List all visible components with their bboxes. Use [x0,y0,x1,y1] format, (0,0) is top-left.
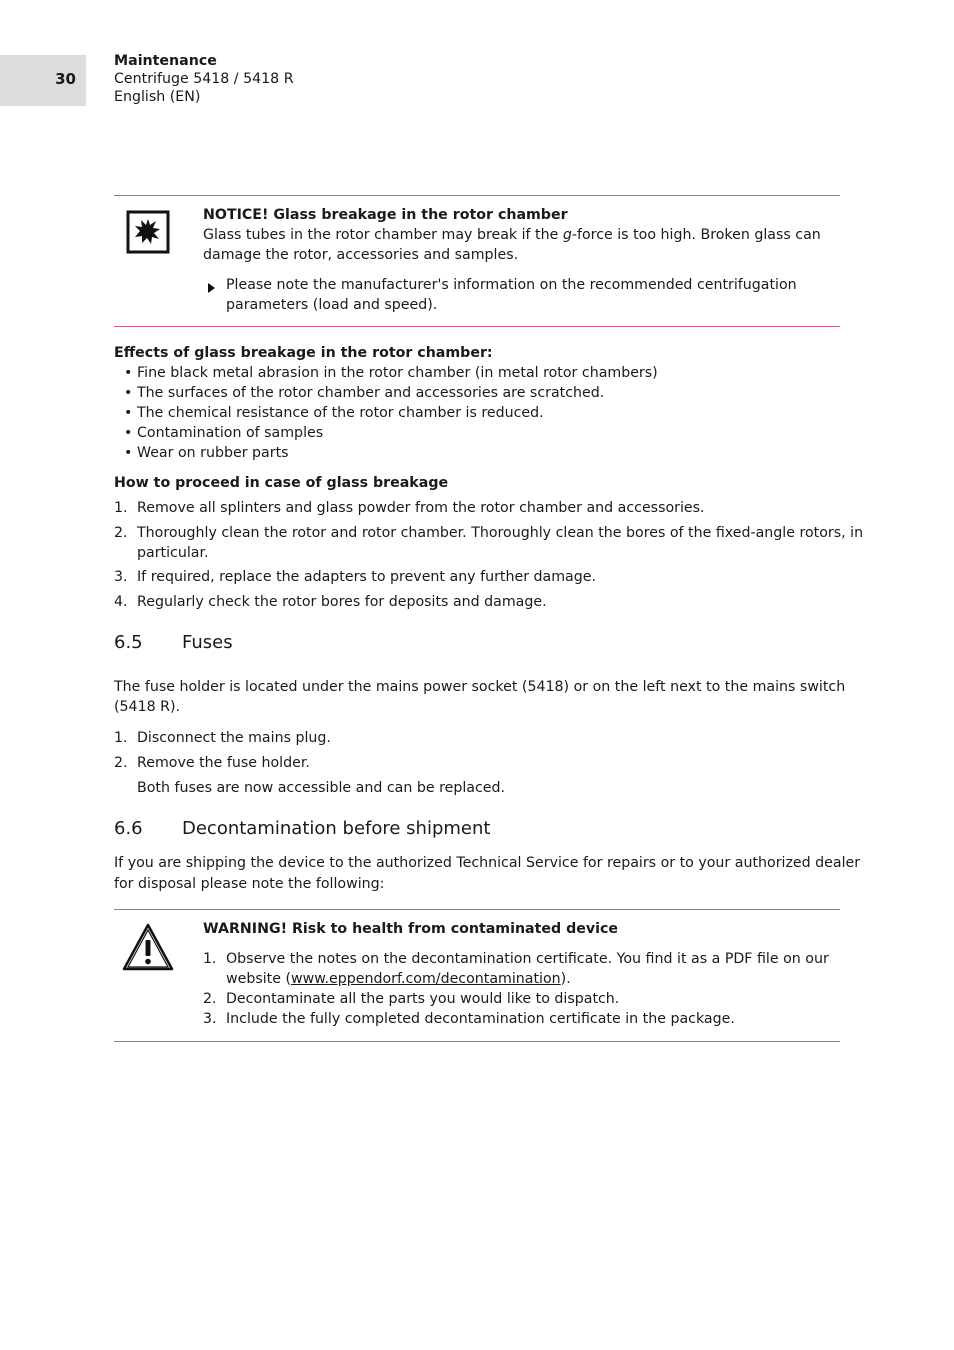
warning-bottom-rule [114,1041,840,1042]
step-text: Regularly check the rotor bores for deposits and damage. [137,594,547,610]
triangle-right-icon [208,279,215,299]
notice-body-line1: Glass tubes in the rotor chamber may break if the g-force is too high. Broken glass can [203,227,821,243]
step-text: If required, replace the adapters to prevent any further damage. [137,569,596,585]
step-text-continued: particular. [137,545,209,561]
bullet-icon: • [124,445,133,461]
step-number: 3. [114,569,128,585]
list-item: Fine black metal abrasion in the rotor chamber (in metal rotor chambers) [137,365,658,381]
step-number: 1. [114,730,128,746]
page-number-tab [0,55,86,106]
step-text: Include the fully completed decontamination certificate in the package. [226,1011,735,1027]
notice-bottom-rule [114,326,840,327]
decontamination-link[interactable]: www.eppendorf.com/decontamination [291,971,561,987]
bullet-icon: • [124,405,133,421]
step-text: Disconnect the mains plug. [137,730,331,746]
step-text-continued: website (www.eppendorf.com/decontamination). [226,971,571,987]
step-text: Observe the notes on the decontamination certificate. You find it as a PDF file on our [226,951,829,967]
notice-title: NOTICE! Glass breakage in the rotor chamber [203,207,568,223]
bullet-icon: • [124,385,133,401]
notice-action-line2: parameters (load and speed). [226,297,438,313]
step-number: 2. [114,525,128,541]
step-number: 2. [114,755,128,771]
list-item: Wear on rubber parts [137,445,289,461]
bullet-icon: • [124,365,133,381]
decon-intro-line1: If you are shipping the device to the authorized Technical Service for repairs or to your authorized dealer [114,855,861,871]
header-language: English (EN) [114,89,201,105]
step-number: 1. [203,951,217,967]
fuses-intro-line2: (5418 R). [114,699,181,715]
glass-breakage-icon [126,210,170,254]
section-number-fuses: 6.5 [114,632,143,653]
effects-heading: Effects of glass breakage in the rotor chamber: [114,345,493,361]
procedure-heading: How to proceed in case of glass breakage [114,475,449,491]
step-number: 4. [114,594,128,610]
step-text: Decontaminate all the parts you would like to dispatch. [226,991,620,1007]
fuses-intro-line1: The fuse holder is located under the mains power socket (5418) or on the left next to the mains switch [114,679,846,695]
bullet-icon: • [124,425,133,441]
list-item: Contamination of samples [137,425,324,441]
step-number: 3. [203,1011,217,1027]
step-text: Thoroughly clean the rotor and rotor chamber. Thoroughly clean the bores of the fixed-angle rotors, in [137,525,864,541]
decon-intro-line2: for disposal please note the following: [114,876,385,892]
notice-action-line1: Please note the manufacturer's information on the recommended centrifugation [226,277,797,293]
step-text: Remove all splinters and glass powder from the rotor chamber and accessories. [137,500,705,516]
notice-body-line2: damage the rotor, accessories and samples. [203,247,519,263]
list-item: The surfaces of the rotor chamber and accessories are scratched. [137,385,605,401]
step-number: 2. [203,991,217,1007]
fuses-result: Both fuses are now accessible and can be replaced. [137,780,506,796]
header-section: Maintenance [114,53,217,69]
section-title-fuses: Fuses [182,632,233,653]
section-number-decon: 6.6 [114,818,143,839]
section-title-decon: Decontamination before shipment [182,818,491,839]
warning-triangle-icon [121,922,175,972]
warning-top-rule [114,909,840,910]
notice-top-rule [114,195,840,196]
warning-title: WARNING! Risk to health from contaminated device [203,921,619,937]
page-number: 30 [55,70,76,88]
list-item: The chemical resistance of the rotor chamber is reduced. [137,405,544,421]
step-text: Remove the fuse holder. [137,755,310,771]
step-number: 1. [114,500,128,516]
header-product: Centrifuge 5418 / 5418 R [114,71,294,87]
